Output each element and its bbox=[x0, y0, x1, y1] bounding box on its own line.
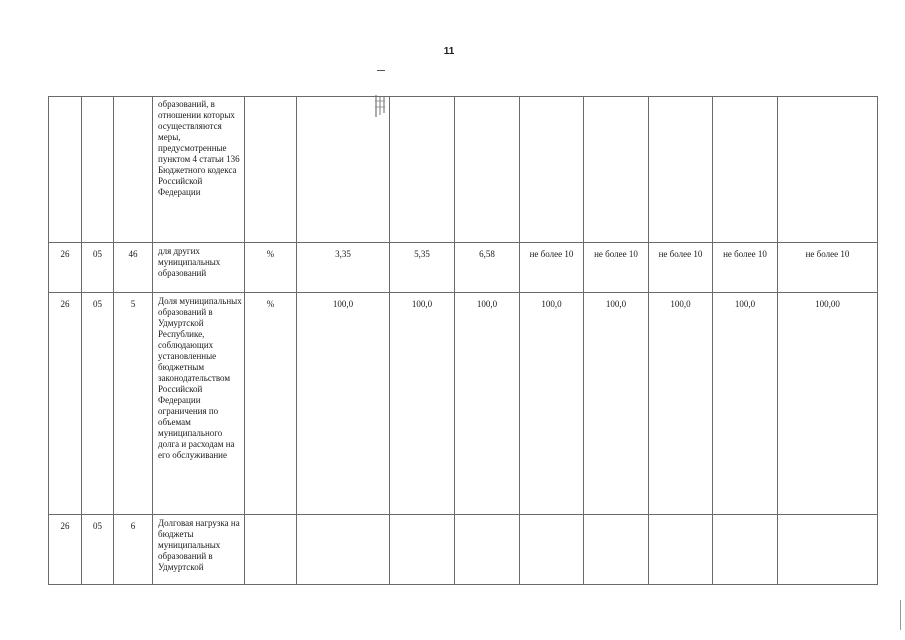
value-cell: не более 10 bbox=[520, 243, 584, 293]
value-cell: 100,0 bbox=[455, 293, 520, 515]
row-code-1 bbox=[49, 97, 82, 243]
value-cell: не более 10 bbox=[649, 243, 713, 293]
unit-cell: % bbox=[245, 293, 297, 515]
value-cell bbox=[649, 97, 713, 243]
value-cell bbox=[455, 97, 520, 243]
value-cell: 100,0 bbox=[297, 293, 390, 515]
table-row bbox=[49, 243, 878, 293]
value-cell bbox=[778, 97, 878, 243]
value-cell bbox=[390, 97, 455, 243]
unit-cell bbox=[245, 515, 297, 585]
row-code-1: 26 bbox=[49, 243, 82, 293]
row-code-3: 46 bbox=[114, 243, 153, 293]
value-cell bbox=[520, 515, 584, 585]
value-cell: 3,35 bbox=[297, 243, 390, 293]
value-cell: 100,0 bbox=[520, 293, 584, 515]
value-cell bbox=[584, 515, 649, 585]
row-code-2 bbox=[82, 97, 114, 243]
indicator-name: Долговая нагрузка на бюджеты муниципальных образований в Удмуртской bbox=[153, 515, 245, 585]
row-code-3: 6 bbox=[114, 515, 153, 585]
scan-edge-line bbox=[900, 600, 901, 630]
value-cell: 5,35 bbox=[390, 243, 455, 293]
value-cell bbox=[297, 97, 390, 243]
value-cell: 100,0 bbox=[649, 293, 713, 515]
indicator-name: образований, в отношении которых осуществляются меры, предусмотренные пунктом 4 статьи 136 Бюджетного кодекса Российской Федерации bbox=[153, 97, 245, 243]
unit-cell: % bbox=[245, 243, 297, 293]
value-cell bbox=[713, 515, 778, 585]
value-cell: 100,0 bbox=[584, 293, 649, 515]
row-code-3 bbox=[114, 97, 153, 243]
row-code-3: 5 bbox=[114, 293, 153, 515]
value-cell: 100,0 bbox=[390, 293, 455, 515]
value-cell: 100,00 bbox=[778, 293, 878, 515]
value-cell: не более 10 bbox=[584, 243, 649, 293]
value-cell: 6,58 bbox=[455, 243, 520, 293]
table-row bbox=[49, 293, 878, 515]
row-code-2: 05 bbox=[82, 243, 114, 293]
value-cell: не более 10 bbox=[778, 243, 878, 293]
value-cell bbox=[584, 97, 649, 243]
row-code-1: 26 bbox=[49, 515, 82, 585]
page-number: 11 bbox=[443, 46, 455, 57]
value-cell bbox=[520, 97, 584, 243]
row-code-1: 26 bbox=[49, 293, 82, 515]
value-cell bbox=[390, 515, 455, 585]
value-cell bbox=[713, 97, 778, 243]
scan-dash-mark bbox=[377, 70, 385, 71]
value-cell bbox=[455, 515, 520, 585]
indicator-name: Доля муниципальных образований в Удмуртской Республике, соблюдающих установленные бюджетным законодательством Российской Федерации ограничения по объемам муниципального долга и расходам на его обслуживание bbox=[153, 293, 245, 515]
table-row bbox=[49, 97, 878, 243]
value-cell bbox=[649, 515, 713, 585]
table-row bbox=[49, 515, 878, 585]
value-cell: не более 10 bbox=[713, 243, 778, 293]
indicators-table bbox=[48, 96, 878, 585]
unit-cell bbox=[245, 97, 297, 243]
value-cell bbox=[778, 515, 878, 585]
row-code-2: 05 bbox=[82, 515, 114, 585]
row-code-2: 05 bbox=[82, 293, 114, 515]
indicator-name: для других муниципальных образований bbox=[153, 243, 245, 293]
value-cell bbox=[297, 515, 390, 585]
value-cell: 100,0 bbox=[713, 293, 778, 515]
